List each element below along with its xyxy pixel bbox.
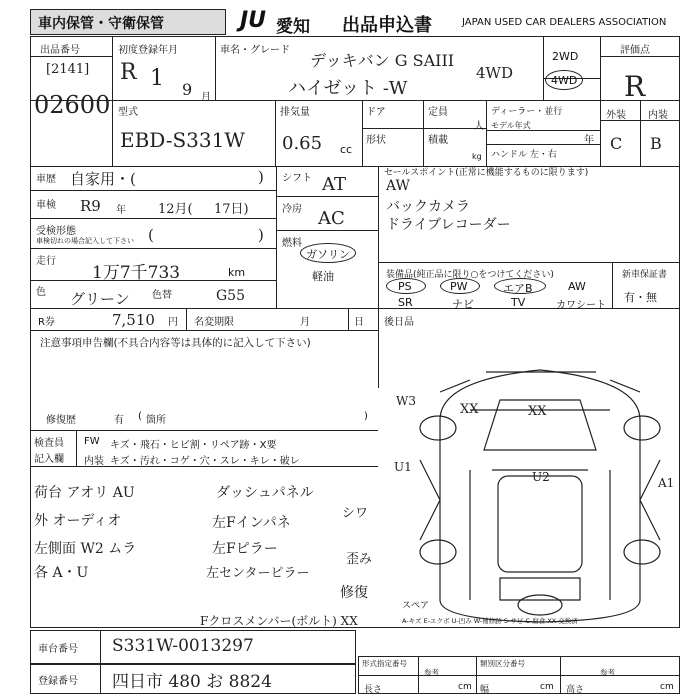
lot-number: 02600 xyxy=(34,91,111,119)
ac: AC xyxy=(318,208,345,229)
meigi-label: 名変期限 xyxy=(194,317,234,328)
interior-label: 内装 xyxy=(648,110,668,121)
height-unit: cm xyxy=(660,682,674,692)
width-unit: cm xyxy=(540,682,554,692)
remark-audio: 外 オーディオ xyxy=(34,513,122,529)
grade: デッキバン G SAIII xyxy=(310,51,455,70)
remark-left-pillar: 左Fピラー xyxy=(212,541,278,557)
repair-value: 有 xyxy=(114,415,124,426)
width-label: 幅 xyxy=(480,685,490,695)
remark-left-side: 左側面 W2 ムラ xyxy=(34,541,137,557)
reg-era: R xyxy=(120,60,137,85)
reg-month: 9 xyxy=(182,80,193,99)
history-label: 車歴 xyxy=(36,174,56,185)
height-label: 高さ xyxy=(566,685,585,695)
equip-ps: PS xyxy=(398,280,412,293)
reg-year-label: 初度登録年月 xyxy=(118,45,178,56)
capacity-unit: 人 xyxy=(474,121,484,132)
name-label: 車名・グレード xyxy=(220,45,290,56)
inspector-fw: キズ・飛石・ヒビ割・リペア跡・X要 xyxy=(110,440,277,451)
warranty-label: 新車保証書 xyxy=(622,270,668,280)
spare-label: スペア xyxy=(402,601,430,611)
remark-center-pillar: 左センターピラー xyxy=(206,566,310,581)
diag-mark-u1: U1 xyxy=(394,460,412,474)
displacement: 0.65 xyxy=(282,133,323,154)
remark-cargo: 荷台 アオリ AU xyxy=(34,485,135,501)
disp-unit: cc xyxy=(340,143,353,156)
rating: R xyxy=(624,70,646,103)
capacity-label: 定員 xyxy=(428,107,448,118)
drive-2wd: 2WD xyxy=(552,50,579,63)
equip-airbag: エアB xyxy=(503,282,533,295)
disp-label: 排気量 xyxy=(280,107,310,118)
color-label: 色 xyxy=(36,287,46,298)
inspect-form-label: 受検形態 xyxy=(36,226,76,237)
model-name: ハイゼット -W xyxy=(288,78,408,99)
equip-pw: PW xyxy=(450,280,468,293)
diagram-legend: A-キズ E-エクボ U-凹み W-補修跡 S-サビ C-腐食 XX-交換済 xyxy=(402,617,578,625)
length-label: 長さ xyxy=(364,685,383,695)
dealer-label: ディーラー・並行 xyxy=(491,107,563,117)
fuel: ガソリン xyxy=(306,248,350,261)
diag-mark-w3: W3 xyxy=(396,394,416,408)
equip-navi: ナビ xyxy=(452,298,474,311)
form-title: 出品申込書 xyxy=(342,15,432,36)
plate-number: 四日市 480 お 8824 xyxy=(112,672,272,692)
r-ticket: 7,510 xyxy=(112,311,155,329)
location-open: ( xyxy=(138,411,142,422)
exterior-label: 外装 xyxy=(606,110,626,121)
remark-distortion: 歪み xyxy=(346,552,373,567)
remark-each: 各 A・U xyxy=(34,565,89,581)
sales-points-label: セールスポイント(正常に機能するものに限ります) xyxy=(384,168,589,178)
mileage: 1万7千733 xyxy=(92,263,181,283)
inspector-interior-head: 内装 xyxy=(84,456,104,467)
inspect-day: 17日) xyxy=(214,202,249,217)
history-value: 自家用・( xyxy=(70,170,136,188)
repair-label: 修復歴 xyxy=(46,415,76,426)
storage-badge-text: 車内保管・守衛保管 xyxy=(38,16,164,32)
remark-wrinkle: シワ xyxy=(342,506,369,521)
remark-repair: 修復 xyxy=(340,585,368,601)
mileage-unit: km xyxy=(228,266,246,279)
remark-crossmember: Fクロスメンバー(ボルト) XX xyxy=(200,614,358,628)
location-label: 箇所 xyxy=(146,415,166,426)
door-label: ドア xyxy=(366,107,386,118)
r-ticket-unit: 円 xyxy=(168,317,178,328)
model-year-unit: 年 xyxy=(584,135,594,146)
drive-4wd: 4WD xyxy=(551,74,578,87)
inspect-era: R9 xyxy=(80,197,101,215)
history-close: ) xyxy=(258,168,264,186)
sales-point-1: AW xyxy=(386,178,410,194)
warranty-value: 有・無 xyxy=(624,291,657,304)
inspector-fw-head: FW xyxy=(84,436,100,447)
color: グリーン xyxy=(70,290,130,308)
interior-grade: B xyxy=(650,134,662,153)
back-items-label: 後日品 xyxy=(384,317,414,328)
remark-left-panel: 左Fインパネ xyxy=(212,515,291,531)
shape-label: 形状 xyxy=(366,135,386,146)
lot-label: 出品番号 xyxy=(40,45,80,56)
inspect-year-unit: 年 xyxy=(116,205,126,216)
inspect-form-open: ( xyxy=(148,226,154,244)
sales-point-3: ドライブレコーダー xyxy=(386,217,511,233)
inspect-form-close: ) xyxy=(258,226,264,244)
fuel-alt: 軽油 xyxy=(312,270,334,283)
ref-label-2: 参考 xyxy=(600,668,615,677)
association-name: JAPAN USED CAR DEALERS ASSOCIATION xyxy=(462,17,667,28)
ac-label: 冷房 xyxy=(282,204,302,215)
equip-tv: TV xyxy=(511,296,526,309)
location-close: ) xyxy=(364,411,368,422)
meigi-month: 月 xyxy=(300,317,310,328)
inspector-label: 検査員記入欄 xyxy=(34,438,64,465)
load-label: 積載 xyxy=(428,135,448,146)
chassis-number: S331W-0013297 xyxy=(112,636,254,656)
ref-label-1: 参考 xyxy=(424,668,439,677)
equipment-label: 装備品(純正品に限り○をつけてください) xyxy=(386,270,554,280)
mileage-label: 走行 xyxy=(36,256,56,267)
inspect-label: 車検 xyxy=(36,200,56,211)
form-spec-label: 形式指定番号 xyxy=(362,659,407,668)
fuel-label: 燃料 xyxy=(282,238,302,249)
diag-mark-u2: U2 xyxy=(532,470,550,484)
length-unit: cm xyxy=(458,682,472,692)
diag-mark-xx-left: XX xyxy=(460,402,479,417)
equip-leather: カワシート xyxy=(556,300,606,311)
shift: AT xyxy=(322,174,347,195)
equip-sr: SR xyxy=(398,296,413,309)
equip-aw: AW xyxy=(568,280,586,293)
chassis-label: 車台番号 xyxy=(38,644,78,655)
diag-mark-a1: A1 xyxy=(658,476,675,490)
vehicle-type: EBD-S331W xyxy=(120,128,245,152)
drive: 4WD xyxy=(476,64,513,82)
reg-year: 1 xyxy=(150,66,164,91)
remark-dash: ダッシュパネル xyxy=(216,485,314,501)
category-label: 類別区分番号 xyxy=(480,659,525,668)
logo-region: 愛知 xyxy=(276,17,310,37)
handle-label: ハンドル 左・右 xyxy=(491,150,557,160)
inspect-month: 12月( xyxy=(158,202,193,217)
diag-mark-xx-center: XX xyxy=(528,404,547,419)
lot-code: [2141] xyxy=(46,62,90,77)
reg-month-unit: 月 xyxy=(201,92,211,103)
r-ticket-label: R券 xyxy=(38,317,55,328)
meigi-day: 日 xyxy=(354,317,364,328)
color-change-label: 色替 xyxy=(152,290,172,301)
shift-label: シフト xyxy=(282,173,312,184)
rating-label: 評価点 xyxy=(620,45,650,56)
exterior-grade: C xyxy=(610,134,623,153)
load-unit: kg xyxy=(472,152,482,161)
model-year-label: モデル年式 xyxy=(491,121,531,130)
inspector-interior: キズ・汚れ・コゲ・穴・スレ・キレ・破レ xyxy=(110,456,300,467)
color-code: G55 xyxy=(216,288,245,304)
sales-point-2: バックカメラ xyxy=(386,199,470,215)
type-label: 型式 xyxy=(118,107,138,118)
ju-logo: JU xyxy=(240,8,267,33)
inspect-form-note: 車検切れの場合記入して下さい xyxy=(36,237,134,245)
notes-label: 注意事項申告欄(不具合内容等は具体的に記入して下さい) xyxy=(40,337,311,349)
plate-label: 登録番号 xyxy=(38,676,78,687)
